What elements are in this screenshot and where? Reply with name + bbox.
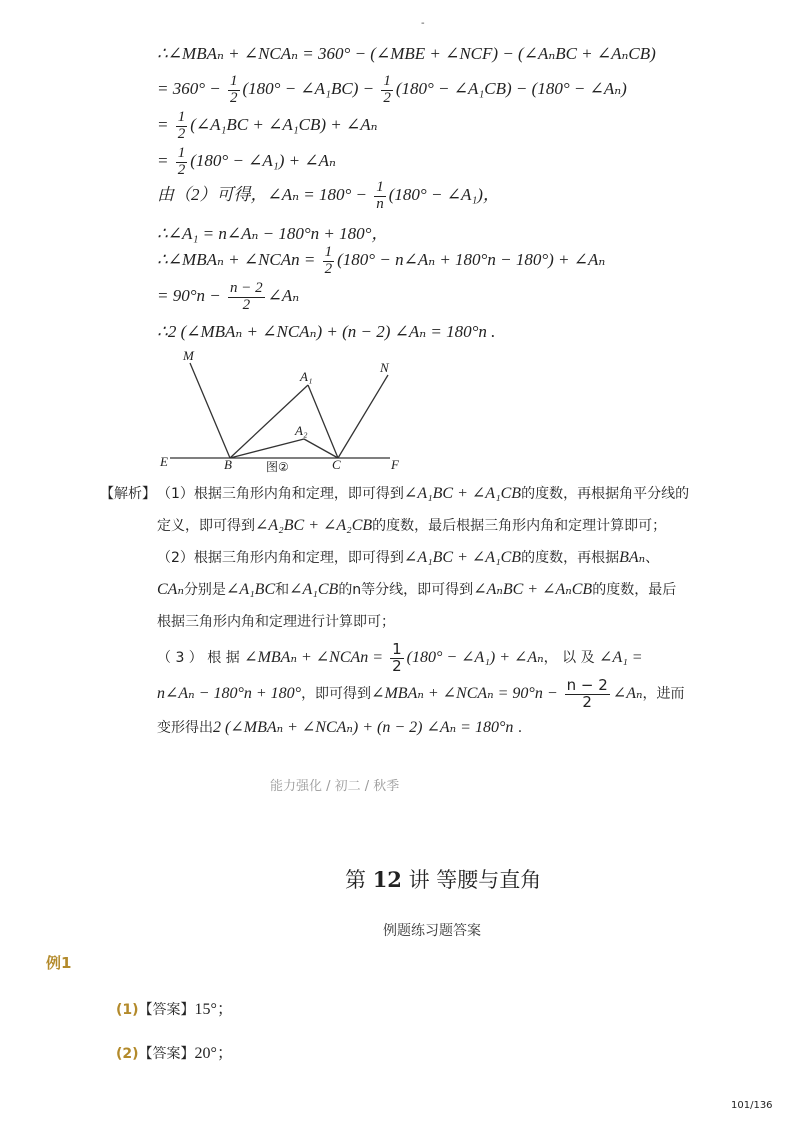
lesson-subtitle: 例题练习题答案: [383, 923, 481, 939]
label-f: F: [391, 457, 399, 472]
line-ba1: [230, 385, 308, 458]
label-m: M: [183, 348, 194, 363]
analysis-p3-end: 变形得出2 (∠MBAₙ + ∠NCAₙ) + (n − 2) ∠Aₙ = 180°n .: [157, 719, 523, 736]
answer-1: (1)【答案】15°；: [116, 1001, 233, 1018]
label-c: C: [332, 457, 341, 472]
derivation-line-2: = 360° − $\frac{1}{2}$ (180° − ∠A₁BC) − $\frac{1}{2}$ (180° − ∠A₁CB) − (180° − ∠Aₙ): [157, 73, 627, 106]
fraction: $\frac{1}{2}$: [392, 639, 402, 675]
example-label: 例1: [46, 954, 72, 972]
analysis-tag: 【解析】: [100, 486, 156, 502]
answer-2: (2)【答案】20°；: [116, 1045, 233, 1062]
label-e: E: [160, 454, 168, 469]
derivation-line-5: 由（2）可得，∠Aₙ = 180° − $\frac{1}{n}$ (180° − ∠A₁)，: [157, 179, 500, 212]
line-bm: [190, 363, 230, 458]
label-b: B: [224, 457, 232, 472]
fraction: $\frac{1}{2}$: [177, 109, 186, 142]
derivation-line-1: ∴∠MBAₙ + ∠NCAₙ = 360° − (∠MBE + ∠NCF) − (∠AₙBC + ∠AₙCB): [157, 44, 656, 63]
derivation-line-3: = $\frac{1}{2}$ (∠A₁BC + ∠A₁CB) + ∠Aₙ: [157, 109, 378, 142]
header-mark: -: [421, 18, 425, 29]
line-a2c: [304, 439, 338, 458]
analysis-p3-cont: n∠Aₙ − 180°n + 180°，即可得到∠MBAₙ + ∠NCAₙ = 90°n − $\frac{n - 2}{2}$ ∠Aₙ，进而: [157, 675, 685, 711]
figure-caption: 图②: [266, 460, 289, 474]
fraction: $\frac{1}{2}$: [383, 73, 391, 106]
label-n: N: [380, 360, 389, 375]
fraction: $\frac{n - 2}{2}$: [566, 675, 608, 711]
line-cn: [338, 375, 388, 458]
fraction: $\frac{1}{2}$: [230, 73, 238, 106]
analysis-p1-cont: 定义，即可得到∠A₂BC + ∠A₂CB的度数，最后根据三角形内角和定理计算即可；: [157, 517, 667, 534]
page-number: 101/136: [731, 1100, 773, 1111]
label-a1: A₁: [300, 369, 313, 384]
geometry-figure: [150, 345, 410, 475]
analysis-p3: （ 3 ） 根 据 ∠MBAₙ + ∠NCAn = $\frac{1}{2}$ (180° − ∠A₁) + ∠Aₙ， 以 及 ∠A₁ =: [157, 639, 643, 675]
line-a1c: [308, 385, 338, 458]
analysis-p2-cont: CAₙ分别是∠A₁BC和∠A₁CB的n等分线，即可得到∠AₙBC + ∠AₙCB的度数，最后: [157, 581, 677, 598]
lesson-title: 第 12 讲 等腰与直角: [345, 867, 542, 892]
derivation-line-9: ∴2 (∠MBAₙ + ∠NCAₙ) + (n − 2) ∠Aₙ = 180°n .: [157, 322, 496, 341]
label-a2: A₂: [295, 423, 308, 438]
analysis-p1: （1）根据三角形内角和定理，即可得到∠A₁BC + ∠A₁CB的度数，再根据角平分线的: [157, 485, 690, 502]
fraction: $\frac{1}{2}$: [177, 145, 186, 178]
analysis-p2-end: 根据三角形内角和定理进行计算即可；: [157, 614, 395, 630]
fraction: $\frac{1}{2}$: [324, 244, 333, 277]
derivation-line-6: ∴∠A₁ = n∠Aₙ − 180°n + 180°，: [157, 224, 389, 243]
fraction: $\frac{n - 2}{2}$: [230, 280, 263, 313]
analysis-p2: （2）根据三角形内角和定理，即可得到∠A₁BC + ∠A₁CB的度数，再根据BAₙ、: [157, 549, 660, 566]
derivation-line-7: ∴∠MBAₙ + ∠NCAn = $\frac{1}{2}$ (180° − n∠Aₙ + 180°n − 180°) + ∠Aₙ: [157, 244, 606, 277]
derivation-line-4: = $\frac{1}{2}$ (180° − ∠A₁) + ∠Aₙ: [157, 145, 336, 178]
page-footer: 能力强化 / 初二 / 秋季: [270, 779, 400, 794]
derivation-line-8: = 90°n − $\frac{n - 2}{2}$ ∠Aₙ: [157, 280, 300, 313]
fraction: $\frac{1}{n}$: [376, 179, 384, 212]
